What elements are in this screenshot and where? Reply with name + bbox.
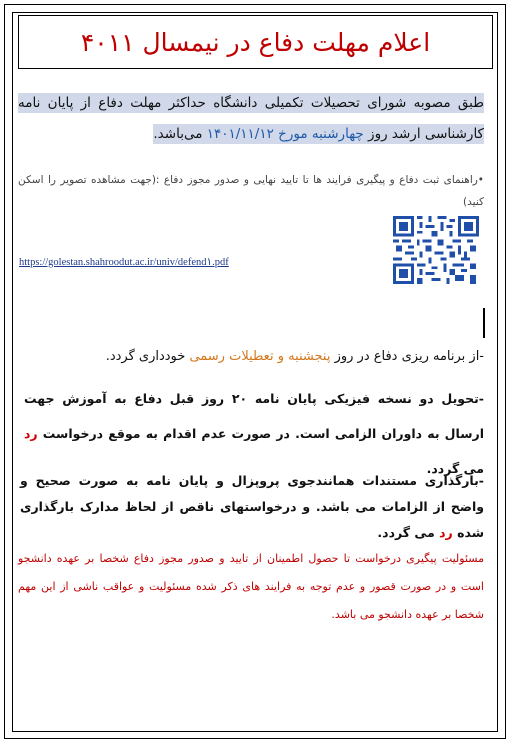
text-cursor	[483, 308, 485, 338]
no-holiday-defense-rule	[26, 345, 484, 369]
guide-pdf-link[interactable]: https://golestan.shahroodut.ac.ir/univ/defend۱.pdf	[19, 257, 229, 268]
intro-text: طبق مصوبه شورای تحصیلات تکمیلی دانشگاه حداکثر مهلت دفاع از پایان نامه کارشناسی ارشد روز	[18, 95, 484, 142]
p2-text-c: می گردد.	[426, 461, 484, 476]
responsibility-note: مسئولیت پیگیری درخواست تا حصول اطمینان از تایید و صدور مجوز دفاع شخصا بر عهده دانشجو است و در صورت قصور و عدم توجه به فرایند های ذکر شده مسئولیت و عواقب ناشی از این مهم شخصا بر عهده دانشجو می باشد.	[18, 552, 484, 621]
title-box	[18, 15, 493, 69]
p3-reject: رد	[439, 525, 453, 540]
p3-text-a: -بارگذاری مستندات همانندجوی پروپزال و پایان نامه به صورت صحیح و واضح از الزامات می باشد. و درخواستهای ناقص از لحاظ مدارک بارگذاری شده	[20, 473, 484, 540]
guide-text: •راهنمای ثبت دفاع و پیگیری فرایند ها تا تایید نهایی و صدور مجوز دفاع :(جهت مشاهده تصویر را اسکن کنید)	[18, 174, 484, 208]
p3-text-c: می گردد.	[377, 525, 440, 540]
qr-code-icon[interactable]	[392, 216, 480, 284]
p2-reject: رد	[24, 426, 38, 441]
intro-suffix: می‌باشد.	[153, 126, 207, 142]
p1-text-a: -از برنامه ریزی دفاع در روز	[330, 349, 484, 364]
deadline-announcement	[18, 88, 484, 150]
p1-text-c: خودداری گردد.	[105, 349, 190, 364]
page-title: اعلام مهلت دفاع در نیمسال ۴۰۱۱	[80, 27, 431, 57]
p1-holidays: پنجشنبه و تعطیلات رسمی	[189, 349, 331, 364]
document-upload-rule	[20, 468, 484, 546]
p2-text-a: -تحویل دو نسخه فیزیکی پایان نامه ۲۰ روز قبل دفاع به آموزش جهت ارسال به داوران الزامی است. در صورت عدم اقدام به موقع درخواست	[24, 391, 484, 441]
intro-highlight	[18, 93, 484, 144]
deadline-date: چهارشنبه مورخ ۱۴۰۱/۱۱/۱۲	[206, 126, 364, 142]
